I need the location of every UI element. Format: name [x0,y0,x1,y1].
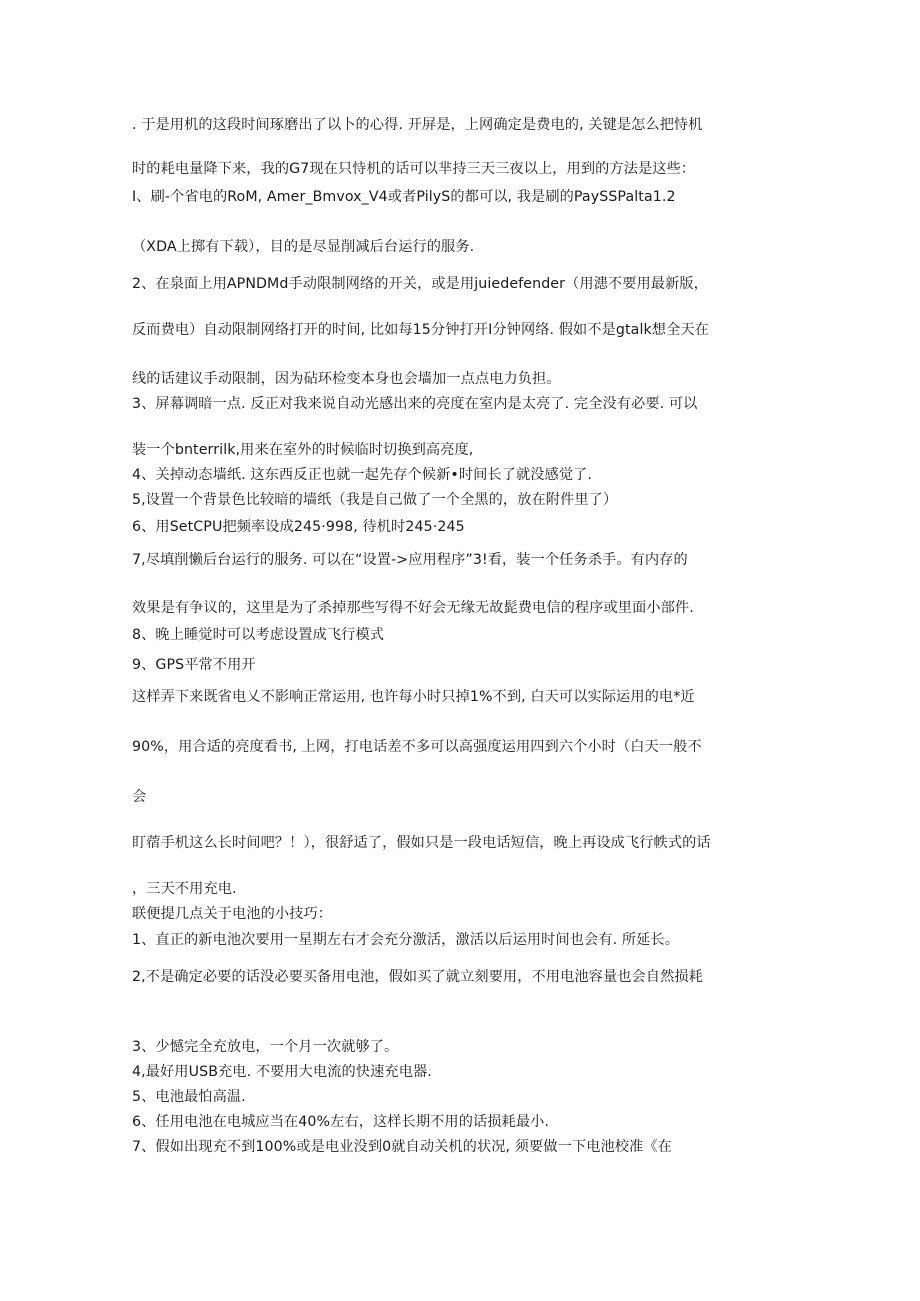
text-line: 联便提几点关于电池的小技巧： [132,906,333,922]
text-line: 这样弄下来既省电乂不影响正常运用, 也许每小时只掉1%不到, 白天可以实际运用的电*近 [132,689,695,705]
text-line: 2,不是确定必要的话没必要买备用电池，假如买了就立刻要用，不用电池容量也会自然损耗 [132,969,703,985]
text-line: 时的耗电量降下来，我的G7现在只恃机的话可以芈持三天三夜以上，用到的方法是这些： [132,161,696,177]
text-line: 7,尽填削懒后台运行的服务. 可以在“设置->应用程序”3!看，装一个任务杀手。有内存的 [132,552,688,568]
text-line: I、刷-个省电的RoM, Amer_Bmvox_V4或者PilyS的都可以, 我是刷的PaySSPalta1.2 [132,189,676,205]
text-line: 4、关掉动态墙纸. 这东西反正也就一起先存个候新•时间长了就没感觉了. [132,467,593,483]
text-line: （XDA上掷有下载），目的是尽显削减后台运行的服务. [132,239,475,255]
text-line: 盯蓿手机这么长时间吧？！），很舒适了，假如只是一段电话短信，晚上再设成飞行帙式的话 [132,835,711,851]
text-line: 会 [132,789,147,805]
text-line: 3、少憾完全充放电，一个月一次就够了。 [132,1039,399,1055]
text-line: 2、在泉面上用APNDMd手动限制网络的开关，或是用juiedefender（用漶不要用最新版， [132,276,708,292]
text-line: 7、假如出现充不到100%或是电业没到0就自动关机的状况, 须要做一下电池校准《在 [132,1139,672,1155]
text-line: 8、晚上睡觉时可以考虑设置成飞行模式 [132,627,385,643]
text-line: 反而费电）自动限制网络打开的时间, 比如每15分钟打开I分钟网络. 假如不是gtalk想全天在 [132,322,709,338]
text-line: 90%，用合适的亮度看书, 上网，打电话差不多可以高强度运用四到六个小时（白天一般不 [132,739,702,755]
text-line: 装一个bnterrilk,用来在室外的时候临时切换到高亮度, [132,442,474,458]
text-line: 线的话建议手动限制，因为砧环检变本身也会墙加一点点电力负担。 [132,371,561,387]
text-line: 6、用SetCPU把频率设成245·998, 待机时245·245 [132,519,465,535]
text-line: 5,设置一个背景色比较暗的墙纸（我是自己做了一个全黑的，放在附件里了） [132,492,618,508]
text-line: 1、直正的新电池次要用一星期左右才会充分激活，激活以后运用时间也会有. 所延长。 [132,932,679,948]
text-line: 4,最好用USB充电. 不要用大电流的快速充电器. [132,1064,432,1080]
text-line: 3、屏幕调暗一点. 反正对我来说自动光感出来的亮度在室内是太亮了. 完全没有必要. 可以 [132,396,698,412]
text-line: . 于是用机的这段时间琢磨出了以卜的心得. 开屏是，上网确定是费电的, 关键是怎么把恃机 [132,117,703,133]
text-line: 9、GPS平常不用开 [132,657,256,673]
text-line: 6、任用电池在电城应当在40%左右，这样长期不用的话损耗最小. [132,1114,550,1130]
text-line: ，三天不用充电. [132,881,237,897]
text-line: 5、电池最怕高温. [132,1089,246,1105]
text-line: 效果是有争议的，这里是为了杀掉那些写得不好会无缘无故髭费电信的程序或里面小部件. [132,600,694,616]
